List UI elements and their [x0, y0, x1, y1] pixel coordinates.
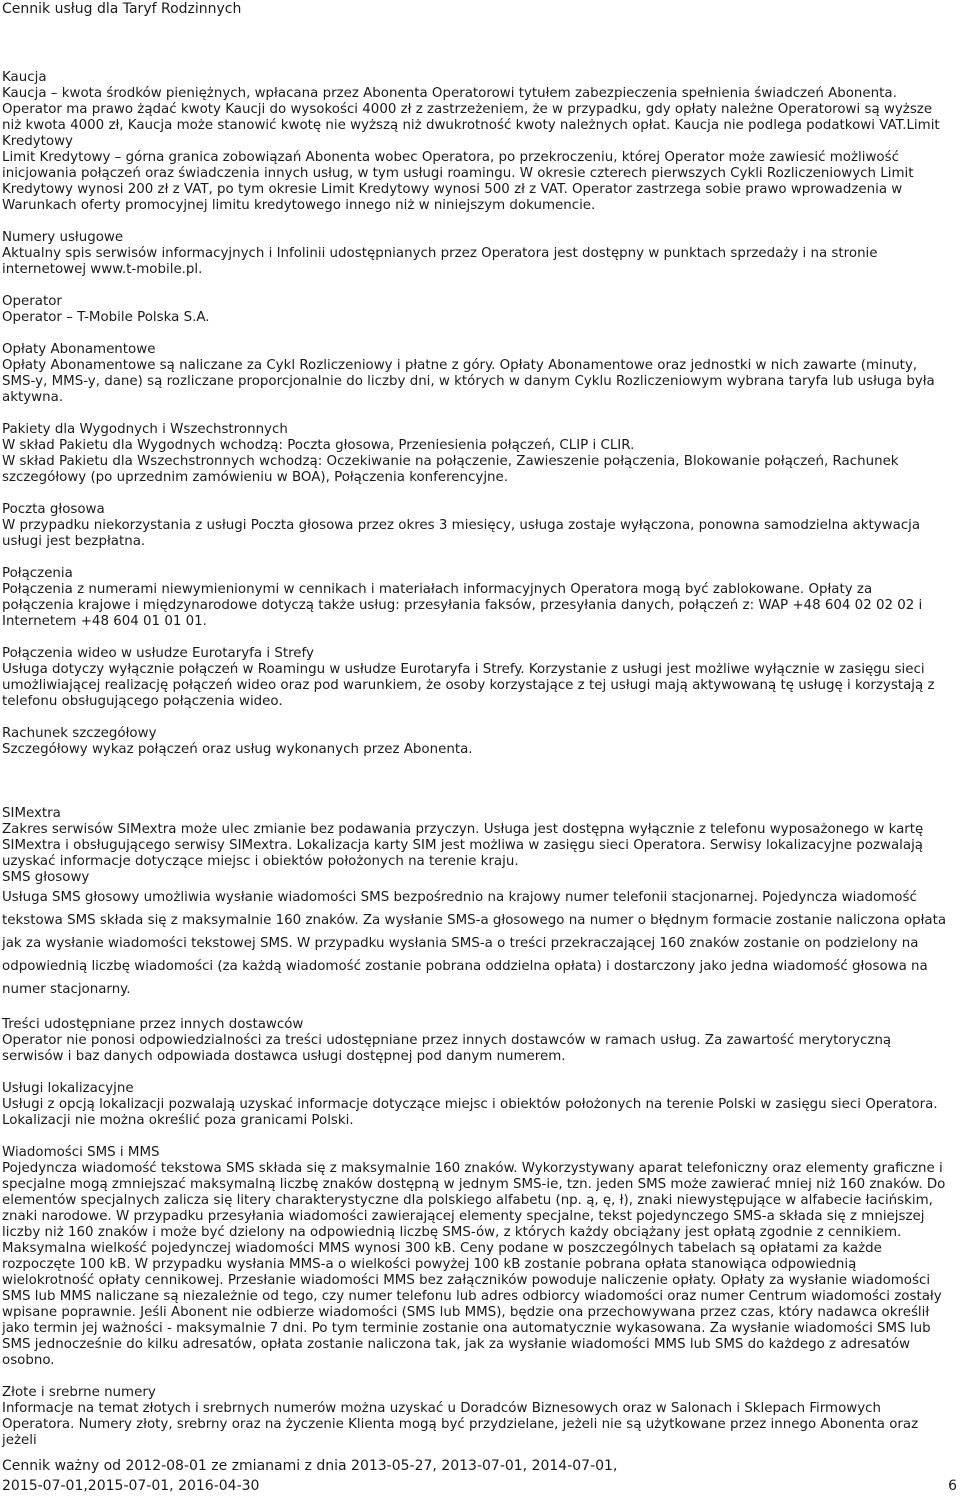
section-paragraph: W skład Pakietu dla Wszechstronnych wchodzą: Oczekiwanie na połączenie, Zawieszenie połączenia, Blokowanie połączeń, Rachunek szczegółowy (po uprzednim zamówieniu w BOA), Połączenia konferencyjne. — [2, 454, 899, 485]
section-heading: Operator — [2, 294, 62, 309]
section-heading: Treści udostępniane przez innych dostawców — [2, 1017, 304, 1032]
section-heading: Połączenia — [2, 566, 73, 581]
spacer — [2, 486, 947, 502]
section-heading: SMS głosowy — [2, 870, 90, 885]
page-header-title: Cennik usług dla Taryf Rodzinnych — [2, 1, 242, 17]
section-heading: Połączenia wideo w usłudze Eurotaryfa i Strefy — [2, 646, 314, 661]
footer-validity-line: Cennik ważny od 2012-08-01 ze zmianami z dnia 2013-05-27, 2013-07-01, 2014-07-01, — [2, 1458, 618, 1474]
section-rachunek-szczegolowy — [2, 726, 947, 758]
section-paragraph: Usługi z opcją lokalizacji pozwalają uzyskać informacje dotyczące miejsc i obiektów położonych na terenie Polski w zasięgu sieci Operatora. Lokalizacji nie można określić poza granicami Polski. — [2, 1097, 938, 1128]
section-paragraph: W przypadku niekorzystania z usługi Poczta głosowa przez okres 3 miesięcy, usługa zostaje wyłączona, ponowna samodzielna aktywacja usługi jest bezpłatna. — [2, 518, 921, 549]
section-uslugi-lokalizacyjne — [2, 1081, 947, 1129]
page-number: 6 — [948, 1478, 957, 1494]
section-heading: Złote i srebrne numery — [2, 1385, 156, 1400]
section-heading: Rachunek szczegółowy — [2, 726, 157, 741]
section-paragraph: Połączenia z numerami niewymienionymi w cennikach i materiałach informacyjnych Operatora mogą być zablokowane. Opłaty za połączenia krajowe i międzynarodowe dotyczą także usług: przesyłania faksów, przesyłania danych, połączeń z: WAP +48 604 02 02 02 i Internetem +48 604 01 01 01. — [2, 582, 923, 629]
spacer — [2, 550, 947, 566]
section-paragraph: W skład Pakietu dla Wygodnych wchodzą: Poczta głosowa, Przeniesienia połączeń, CLIP i CLIR. — [2, 438, 635, 453]
spacer — [2, 278, 947, 294]
section-limit-kredytowy — [2, 150, 947, 214]
section-poczta-glosowa — [2, 502, 947, 550]
section-polaczenia — [2, 566, 947, 630]
document-body — [2, 70, 947, 1449]
spacer — [2, 1065, 947, 1081]
section-pakiety — [2, 422, 947, 486]
section-paragraph: Aktualny spis serwisów informacyjnych i Infolinii udostępnianych przez Operatora jest dostępny w punktach sprzedaży i na stronie internetowej www.t-mobile.pl. — [2, 246, 878, 277]
section-oplaty-abonamentowe — [2, 342, 947, 406]
section-heading: SIMextra — [2, 806, 61, 821]
section-paragraph: Operator nie ponosi odpowiedzialności za treści udostępniane przez innych dostawców w ramach usług. Za zawartość merytoryczną serwisów i baz danych odpowiada dostawca usługi dostępnej pod danym numerem. — [2, 1033, 892, 1064]
section-heading: Numery usługowe — [2, 230, 124, 245]
spacer — [2, 1129, 947, 1145]
spacer — [2, 1001, 947, 1017]
page-footer — [2, 1456, 957, 1496]
spacer — [2, 630, 947, 646]
section-paragraph: Limit Kredytowy – górna granica zobowiązań Abonenta wobec Operatora, po przekroczeniu, której Operator może zawiesić możliwość inicjowania połączeń oraz świadczenia innych usług, w tym usługi roamingu. W okresie czterech pierwszych Cykli Rozliczeniowych Limit Kredytowy wynosi 200 zł z VAT, po tym okresie Limit Kredytowy wynosi 500 zł z VAT. Operator zastrzega sobie prawo wprowadzenia w Warunkach oferty promocyjnej limitu kredytowego innego niż w niniejszym dokumencie. — [2, 150, 914, 213]
footer-dates-line: 2015-07-01,2015-07-01, 2016-04-30 — [2, 1478, 260, 1494]
section-paragraph: Operator ma prawo żądać kwoty Kaucji do wysokości 4000 zł z zastrzeżeniem, że w przypadku, gdy opłaty należne Operatorowi są wyższe niż kwota 4000 zł, Kaucja może stanowić kwotę nie wyższą niż dwukrotność kwoty należnych opłat. Kaucja nie podlega podatkowi VAT.Limit Kredytowy — [2, 102, 940, 149]
section-zlote-numery — [2, 1385, 947, 1449]
section-simextra — [2, 806, 947, 870]
section-heading: Wiadomości SMS i MMS — [2, 1145, 160, 1160]
section-operator — [2, 294, 947, 326]
section-heading: Pakiety dla Wygodnych i Wszechstronnych — [2, 422, 288, 437]
section-paragraph: Informacje na temat złotych i srebrnych numerów można uzyskać u Doradców Biznesowych oraz w Salonach i Sklepach Firmowych Operatora. Numery złoty, srebrny oraz na życzenie Klienta mogą być przydzielane, jeżeli nie są użytkowane przez innego Abonenta oraz jeżeli — [2, 1401, 919, 1448]
section-heading: Poczta głosowa — [2, 502, 105, 517]
section-kaucja — [2, 70, 947, 150]
section-heading: Kaucja — [2, 70, 47, 85]
section-heading: Usługi lokalizacyjne — [2, 1081, 134, 1096]
spacer — [2, 406, 947, 422]
section-wiadomosci-sms-mms — [2, 1145, 947, 1369]
section-paragraph: Usługa dotyczy wyłącznie połączeń w Roamingu w usłudze Eurotaryfa i Strefy. Korzystanie z usługi jest możliwe wyłącznie w zasięgu sieci umożliwiającej realizację połączeń wideo oraz pod warunkiem, że osoby korzystające z tej usługi mają aktywowaną tę usługę i korzystają z telefonu obsługującego połączenia wideo. — [2, 662, 935, 709]
section-sms-glosowy — [2, 870, 947, 1001]
section-paragraph: Kaucja – kwota środków pieniężnych, wpłacana przez Abonenta Operatorowi tytułem zabezpieczenia spełnienia świadczeń Abonenta. — [2, 86, 897, 101]
spacer — [2, 1369, 947, 1385]
section-tresci — [2, 1017, 947, 1065]
section-heading: Opłaty Abonamentowe — [2, 342, 156, 357]
spacer — [2, 758, 947, 806]
spacer — [2, 326, 947, 342]
section-numery-uslugowe — [2, 230, 947, 278]
section-paragraph: Zakres serwisów SIMextra może ulec zmianie bez podawania przyczyn. Usługa jest dostępna wyłącznie z telefonu wyposażonego w kartę SIMextra i obsługującego serwisy SIMextra. Lokalizacja karty SIM jest możliwa w zasięgu sieci Operatora. Serwisy lokalizacyjne pozwalają uzyskać informacje dotyczące miejsc i obiektów położonych na terenie kraju. — [2, 822, 924, 869]
spacer — [2, 214, 947, 230]
spacer — [2, 710, 947, 726]
section-paragraph: Pojedyncza wiadomość tekstowa SMS składa się z maksymalnie 160 znaków. Wykorzystywany aparat telefoniczny oraz elementy graficzne i specjalne mogą zmniejszać maksymalną liczbę znaków dostępną w jednym SMS-ie, tzn. jeden SMS może zawierać mniej niż 160 znaków. Do elementów specjalnych zalicza się litery charakterystyczne dla polskiego alfabetu (np. ą, ę, ł), znaki niewystępujące w alfabecie łacińskim, znaki narodowe. W przypadku przesyłania wiadomości zawierającej elementy specjalne, tekst pojedynczego SMS-a składa się z mniejszej liczby niż 160 znaków i może być dzielony na odpowiednią liczbę SMS-ów, z których każdy obciążany jest opłatą zgodnie z cennikiem. Maksymalna wielkość pojedynczej wiadomości MMS wynosi 300 kB. Ceny podane w poszczególnych tabelach są opłatami za każde rozpoczęte 100 kB. W przypadku wysłania MMS-a o wielkości powyżej 100 kB zostanie pobrana opłata stanowiąca odpowiednią wielokrotność opłaty cennikowej. Przesłanie wiadomości MMS bez załączników powoduje naliczenie opłaty. Opłaty za wysłanie wiadomości SMS lub MMS naliczane są niezależnie od tego, czy numer telefonu lub adres odbiorcy wiadomości oraz numer Centrum wiadomości zostały wpisane poprawnie. Jeśli Abonent nie odbierze wiadomości (SMS lub MMS), będzie ona przechowywana przez czas, który nadawca określił jako termin jej ważności - maksymalnie 7 dni. Po tym terminie zostanie ona automatycznie wykasowana. Za wysłanie wiadomości SMS lub SMS jednocześnie do kilku adresatów, opłata zostanie naliczona tak, jak za wysłanie wiadomości MMS lub SMS do każdego z adresatów osobno. — [2, 1161, 946, 1368]
section-paragraph: Operator – T-Mobile Polska S.A. — [2, 310, 210, 325]
section-paragraph: Usługa SMS głosowy umożliwia wysłanie wiadomości SMS bezpośrednio na krajowy numer telefonii stacjonarnej. Pojedyncza wiadomość tekstowa SMS składa się z maksymalnie 160 znaków. Za wysłanie SMS-a głosowego na numer o błędnym formacie zostanie naliczona opłata jak za wysłanie wiadomości tekstowej SMS. W przypadku wysłania SMS-a o treści przekraczającej 160 znaków zostanie on podzielony na odpowiednią liczbę wiadomości (za każdą wiadomość zostanie pobrana oddzielna opłata) i dostarczony jako jedna wiadomość głosowa na numer stacjonarny. — [2, 890, 947, 997]
section-polaczenia-wideo — [2, 646, 947, 710]
section-paragraph: Opłaty Abonamentowe są naliczane za Cykl Rozliczeniowy i płatne z góry. Opłaty Abonamentowe oraz jednostki w nich zawarte (minuty, SMS-y, MMS-y, dane) są rozliczane proporcjonalnie do liczby dni, w których w danym Cyklu Rozliczeniowym wybrana taryfa lub usługa była aktywna. — [2, 358, 935, 405]
section-paragraph: Szczegółowy wykaz połączeń oraz usług wykonanych przez Abonenta. — [2, 742, 473, 757]
